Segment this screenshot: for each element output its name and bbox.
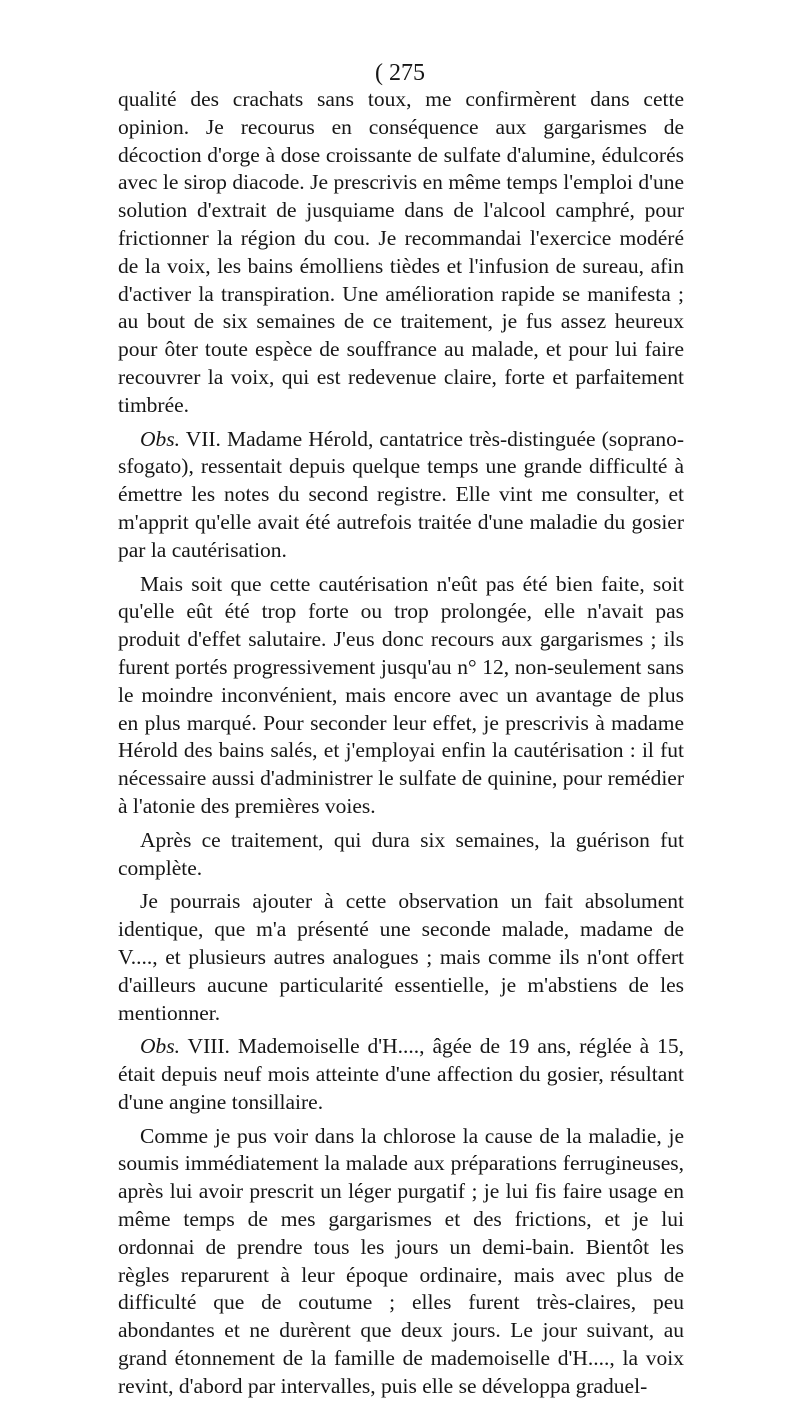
- paragraph-text: Comme je pus voir dans la chlorose la cause de la maladie, je soumis immédiatement la malade aux préparations ferrugineuses, après lui avoir prescrit un léger purgatif ; je lui fis faire usage en même temps de mes gargarismes et des frictions, et je lui ordonnai de prendre tous les jours un demi-bain. Bientôt les règles reparurent à leur époque ordinaire, mais avec plus de difficulté que de coutume ; elles furent très-claires, peu abondantes et ne durèrent que deux jours. Le jour suivant, au grand étonnement de la famille de mademoiselle d'H...., la voix revint, d'abord par intervalles, puis elle se développa graduel-: [118, 1123, 684, 1398]
- paragraph-text: Après ce traitement, qui dura six semaines, la guérison fut complète.: [118, 827, 684, 880]
- paragraph: [118, 827, 684, 883]
- paragraph-text: Je pourrais ajouter à cette observation un fait absolument identique, que m'a présenté une seconde malade, madame de V...., et plusieurs autres analogues ; mais comme ils n'ont offert d'ailleurs aucune particularité essentielle, je m'abstiens de les mentionner.: [118, 889, 684, 1025]
- observation-label: Obs.: [140, 1034, 181, 1059]
- paragraph: [118, 888, 684, 1027]
- paragraph-text: qualité des crachats sans toux, me confirmèrent dans cette opinion. Je recourus en conséquence aux gargarismes de décoction d'orge à dose croissante de sulfate d'alumine, édulcorés avec le sirop diacode. Je prescrivis en même temps l'emploi d'une solution d'extrait de jusquiame dans de l'alcool camphré, pour frictionner la région du cou. Je recommandai l'exercice modéré de la voix, les bains émolliens tièdes et l'infusion de sureau, afin d'activer la transpiration. Une amélioration rapide se manifesta ; au bout de six semaines de ce traitement, je fus assez heureux pour ôter toute espèce de souffrance au malade, et pour lui faire recouvrer la voix, qui est redevenue claire, forte et parfaitement timbrée.: [118, 87, 684, 417]
- observation-paragraph: [118, 426, 684, 565]
- observation-label: Obs.: [140, 426, 181, 451]
- page-number: ( 275: [375, 60, 425, 86]
- paragraph: [118, 86, 684, 420]
- paragraph-text: VIII. Mademoiselle d'H...., âgée de 19 ans, réglée à 15, était depuis neuf mois atteinte d'une affection du gosier, résultant d'une angine tonsillaire.: [118, 1034, 684, 1114]
- paragraph: [118, 571, 684, 821]
- paragraph-text: VII. Madame Hérold, cantatrice très-distinguée (soprano-sfogato), ressentait depuis quelque temps une grande difficulté à émettre les notes du second registre. Elle vint me consulter, et m'apprit qu'elle avait été autrefois traitée d'une maladie du gosier par la cautérisation.: [118, 426, 684, 562]
- body-text: [118, 86, 684, 1407]
- observation-paragraph: [118, 1033, 684, 1116]
- paragraph-text: Mais soit que cette cautérisation n'eût pas été bien faite, soit qu'elle eût été trop forte ou trop prolongée, elle n'avait pas produit d'effet salutaire. J'eus donc recours aux gargarismes ; ils furent portés progressivement jusqu'au n° 12, non-seulement sans le moindre inconvénient, mais encore avec un avantage de plus en plus marqué. Pour seconder leur effet, je prescrivis à madame Hérold des bains salés, et j'employai enfin la cautérisation : il fut nécessaire aussi d'administrer le sulfate de quinine, pour remédier à l'atonie des premières voies.: [118, 571, 684, 818]
